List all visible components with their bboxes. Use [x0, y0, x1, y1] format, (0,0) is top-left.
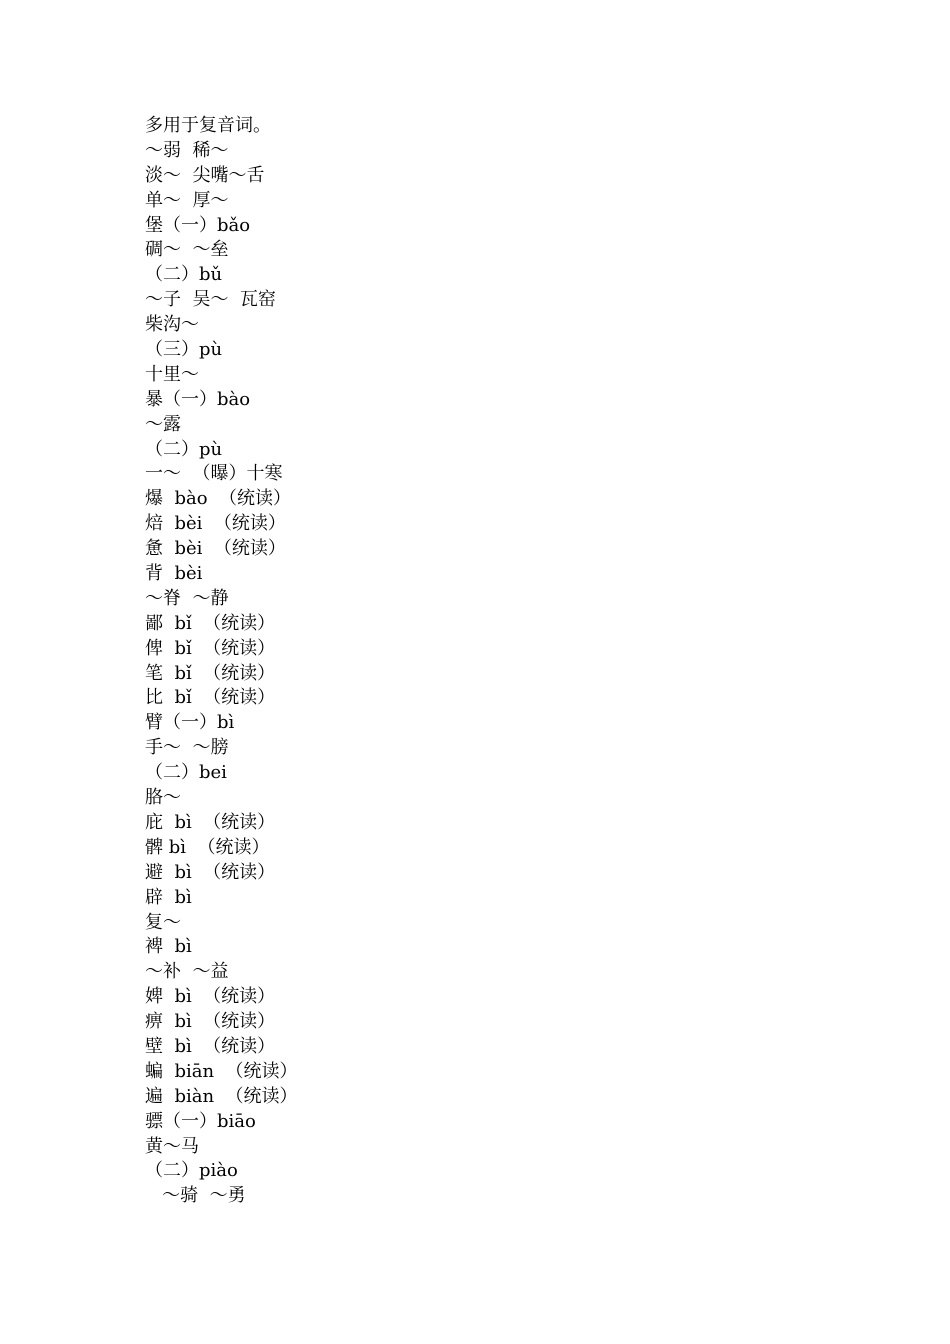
reading-variant: （二）bǔ [145, 264, 223, 286]
pronunciation-entry-list [145, 114, 845, 1209]
entry-heading: 鄙 bǐ （统读） [145, 612, 276, 634]
text-line: ～补 ～益 [145, 961, 229, 983]
text-line: 碉～ ～垒 [145, 239, 229, 261]
entry-heading: 婢 bì （统读） [145, 986, 276, 1008]
entry-heading: 暴（一）bào [145, 388, 251, 410]
entry-heading: 焙 bèi （统读） [145, 513, 286, 535]
entry-heading: 骠（一）biāo [145, 1110, 256, 1132]
entry-heading: 比 bǐ （统读） [145, 687, 276, 709]
entry-heading: 痹 bì （统读） [145, 1011, 276, 1033]
text-line: 手～ ～膀 [145, 737, 229, 759]
text-line: 多用于复音词。 [145, 115, 271, 136]
text-line: 胳～ [145, 787, 181, 809]
text-line: ～弱 稀～ [145, 139, 229, 161]
reading-variant: （三）pù [145, 339, 223, 361]
text-line: ～子 吴～ 瓦窑 [145, 289, 276, 311]
text-line: ～骑 ～勇 [145, 1185, 246, 1207]
entry-heading: 背 bèi [145, 563, 203, 585]
entry-heading: 裨 bì [145, 936, 192, 958]
entry-heading: 辟 bì [145, 886, 192, 908]
entry-heading: 遍 biàn （统读） [145, 1085, 298, 1107]
reading-variant: （二）piào [145, 1160, 238, 1182]
text-line: 复～ [145, 911, 181, 933]
text-line: 淡～ 尖嘴～舌 [145, 164, 265, 186]
entry-heading: 俾 bǐ （统读） [145, 637, 276, 659]
text-line: 一～ （曝）十寒 [145, 463, 283, 485]
text-line: ～露 [145, 413, 181, 435]
text-line: 十里～ [145, 363, 199, 385]
text-line: 黄～马 [145, 1135, 199, 1157]
entry-heading: 臂（一）bì [145, 712, 235, 734]
entry-heading: 壁 bì （统读） [145, 1035, 276, 1057]
reading-variant: （二）bei [145, 762, 227, 784]
text-line: 单～ 厚～ [145, 189, 229, 211]
text-line: ～脊 ～静 [145, 587, 229, 609]
entry-heading: 避 bì （统读） [145, 861, 276, 883]
entry-heading: 惫 bèi （统读） [145, 538, 286, 560]
entry-heading: 笔 bǐ （统读） [145, 662, 276, 684]
entry-heading: 蝙 biān （统读） [145, 1060, 298, 1082]
text-line: 柴沟～ [145, 314, 199, 336]
entry-heading: 堡（一）bǎo [145, 214, 251, 236]
entry-heading: 庇 bì （统读） [145, 811, 276, 833]
reading-variant: （二）pù [145, 438, 223, 460]
entry-heading: 髀 bì （统读） [145, 836, 270, 858]
entry-heading: 爆 bào （统读） [145, 488, 291, 510]
